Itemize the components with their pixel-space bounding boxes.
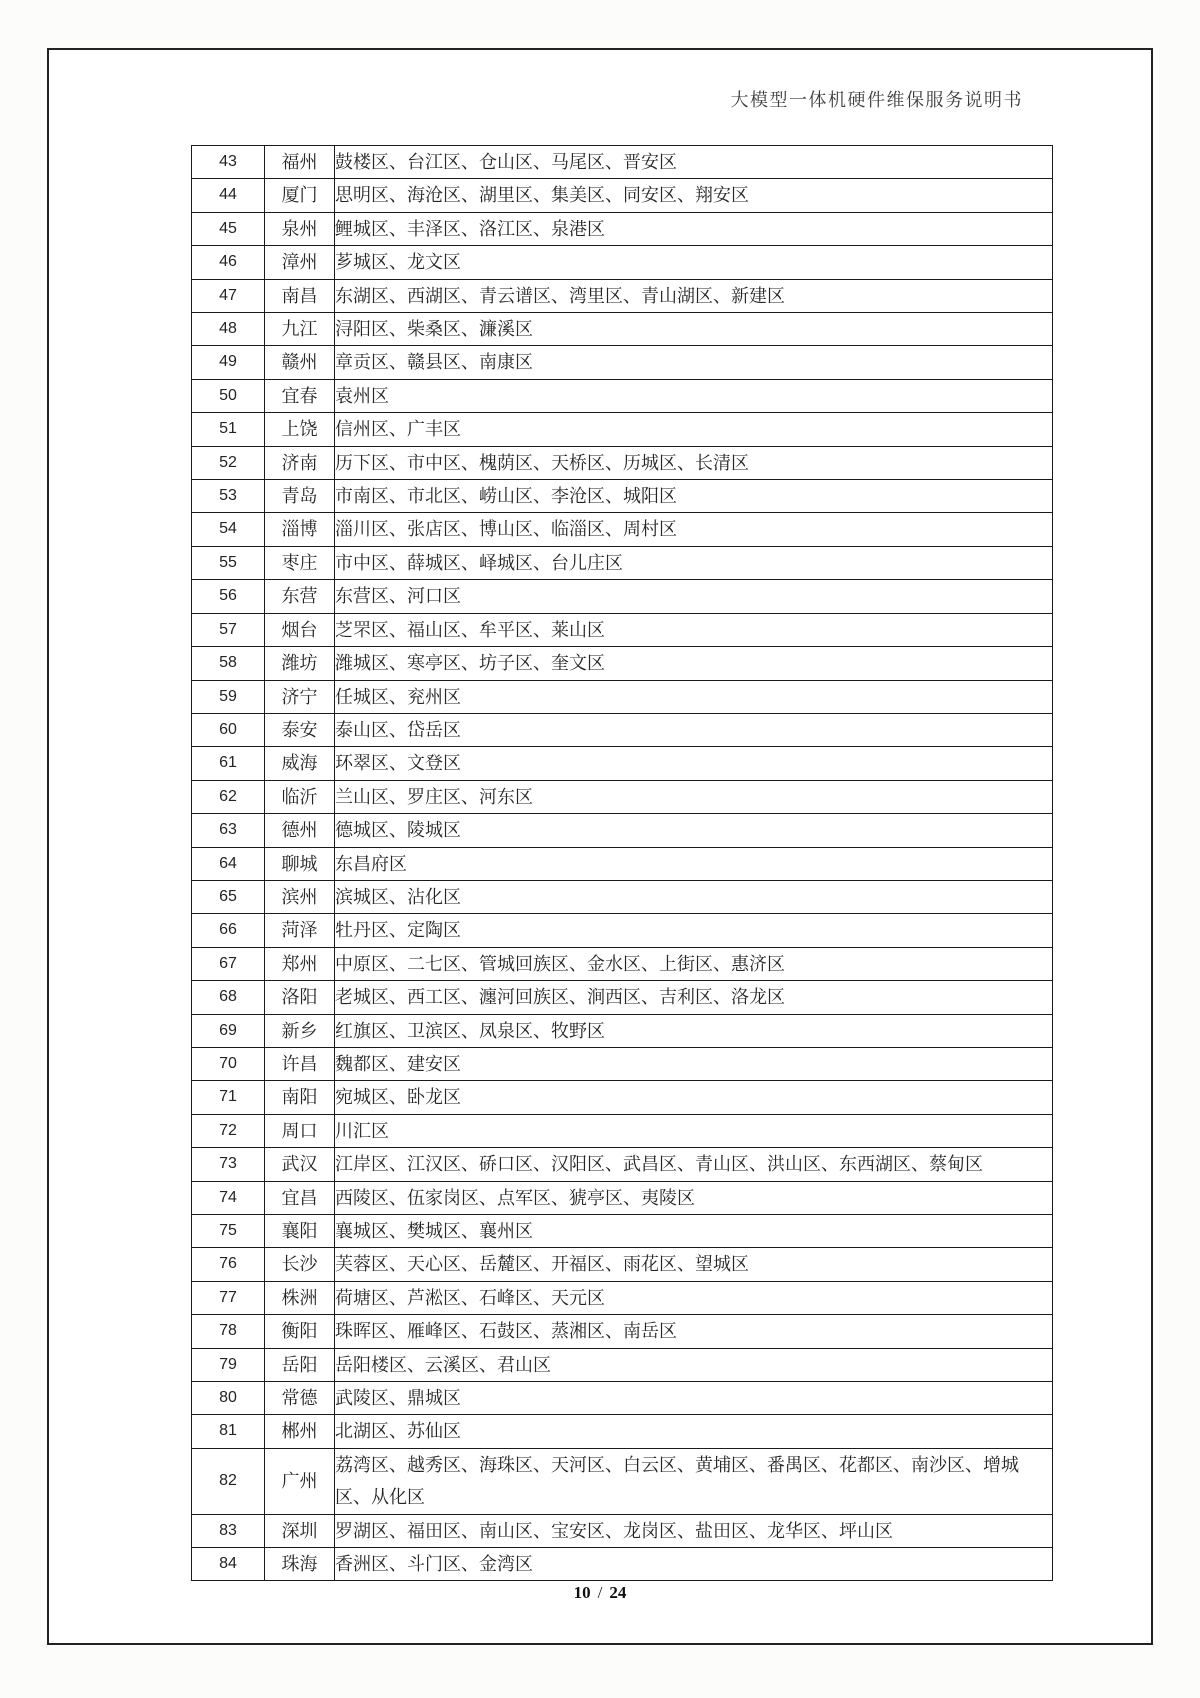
table-row <box>192 1415 1053 1448</box>
row-number-cell: 70 <box>192 1047 265 1080</box>
districts-cell: 潍城区、寒亭区、坊子区、奎文区 <box>335 647 1053 680</box>
city-name-cell: 长沙 <box>265 1248 335 1281</box>
city-name-cell: 新乡 <box>265 1014 335 1047</box>
city-name-cell: 岳阳 <box>265 1348 335 1381</box>
city-name-cell: 郴州 <box>265 1415 335 1448</box>
row-number-cell: 54 <box>192 513 265 546</box>
city-name-cell: 广州 <box>265 1448 335 1514</box>
districts-cell: 思明区、海沧区、湖里区、集美区、同安区、翔安区 <box>335 179 1053 212</box>
table-row <box>192 880 1053 913</box>
row-number-cell: 77 <box>192 1281 265 1314</box>
row-number-cell: 57 <box>192 613 265 646</box>
city-name-cell: 南阳 <box>265 1081 335 1114</box>
city-name-cell: 郑州 <box>265 947 335 980</box>
city-name-cell: 襄阳 <box>265 1215 335 1248</box>
table-row <box>192 680 1053 713</box>
districts-cell: 兰山区、罗庄区、河东区 <box>335 780 1053 813</box>
row-number-cell: 75 <box>192 1215 265 1248</box>
districts-cell: 荔湾区、越秀区、海珠区、天河区、白云区、黄埔区、番禺区、花都区、南沙区、增城区、从化区 <box>335 1448 1053 1514</box>
page-footer <box>0 1583 1200 1603</box>
districts-cell: 东营区、河口区 <box>335 580 1053 613</box>
page-number-separator: / <box>597 1583 603 1602</box>
districts-cell: 淄川区、张店区、博山区、临淄区、周村区 <box>335 513 1053 546</box>
row-number-cell: 63 <box>192 814 265 847</box>
table-row <box>192 1448 1053 1514</box>
districts-cell: 鲤城区、丰泽区、洛江区、泉港区 <box>335 212 1053 245</box>
districts-cell: 东昌府区 <box>335 847 1053 880</box>
city-name-cell: 南昌 <box>265 279 335 312</box>
row-number-cell: 67 <box>192 947 265 980</box>
table-row <box>192 413 1053 446</box>
row-number-cell: 64 <box>192 847 265 880</box>
table-row <box>192 546 1053 579</box>
districts-cell: 北湖区、苏仙区 <box>335 1415 1053 1448</box>
city-name-cell: 菏泽 <box>265 914 335 947</box>
city-name-cell: 珠海 <box>265 1548 335 1581</box>
districts-cell: 市中区、薛城区、峄城区、台儿庄区 <box>335 546 1053 579</box>
table-row <box>192 1181 1053 1214</box>
districts-cell: 珠晖区、雁峰区、石鼓区、蒸湘区、南岳区 <box>335 1315 1053 1348</box>
city-name-cell: 周口 <box>265 1114 335 1147</box>
table-row <box>192 246 1053 279</box>
row-number-cell: 65 <box>192 880 265 913</box>
row-number-cell: 58 <box>192 647 265 680</box>
table-row <box>192 713 1053 746</box>
row-number-cell: 50 <box>192 379 265 412</box>
table-row <box>192 313 1053 346</box>
districts-cell: 芝罘区、福山区、牟平区、莱山区 <box>335 613 1053 646</box>
table-row <box>192 1514 1053 1547</box>
city-name-cell: 东营 <box>265 580 335 613</box>
row-number-cell: 83 <box>192 1514 265 1547</box>
row-number-cell: 72 <box>192 1114 265 1147</box>
districts-cell: 西陵区、伍家岗区、点军区、猇亭区、夷陵区 <box>335 1181 1053 1214</box>
city-name-cell: 福州 <box>265 146 335 179</box>
city-name-cell: 潍坊 <box>265 647 335 680</box>
row-number-cell: 68 <box>192 981 265 1014</box>
row-number-cell: 66 <box>192 914 265 947</box>
districts-cell: 牡丹区、定陶区 <box>335 914 1053 947</box>
city-name-cell: 九江 <box>265 313 335 346</box>
table-row <box>192 814 1053 847</box>
page-number-total: 24 <box>609 1583 627 1602</box>
table-row <box>192 480 1053 513</box>
table-row <box>192 1014 1053 1047</box>
districts-cell: 德城区、陵城区 <box>335 814 1053 847</box>
table-row <box>192 279 1053 312</box>
table-row <box>192 613 1053 646</box>
row-number-cell: 74 <box>192 1181 265 1214</box>
row-number-cell: 51 <box>192 413 265 446</box>
table-row <box>192 1047 1053 1080</box>
city-name-cell: 漳州 <box>265 246 335 279</box>
row-number-cell: 81 <box>192 1415 265 1448</box>
city-district-table <box>191 145 1053 1581</box>
table-row <box>192 1548 1053 1581</box>
city-name-cell: 济南 <box>265 446 335 479</box>
table-row <box>192 1348 1053 1381</box>
row-number-cell: 52 <box>192 446 265 479</box>
page-header-title: 大模型一体机硬件维保服务说明书 <box>730 90 1023 110</box>
city-name-cell: 赣州 <box>265 346 335 379</box>
table-row <box>192 1114 1053 1147</box>
row-number-cell: 43 <box>192 146 265 179</box>
districts-cell: 香洲区、斗门区、金湾区 <box>335 1548 1053 1581</box>
districts-cell: 老城区、西工区、瀍河回族区、涧西区、吉利区、洛龙区 <box>335 981 1053 1014</box>
districts-cell: 浔阳区、柴桑区、濂溪区 <box>335 313 1053 346</box>
row-number-cell: 84 <box>192 1548 265 1581</box>
city-name-cell: 泰安 <box>265 713 335 746</box>
city-name-cell: 枣庄 <box>265 546 335 579</box>
districts-cell: 环翠区、文登区 <box>335 747 1053 780</box>
table-row <box>192 1315 1053 1348</box>
table-row <box>192 179 1053 212</box>
table-row <box>192 1148 1053 1181</box>
city-name-cell: 烟台 <box>265 613 335 646</box>
table-row <box>192 947 1053 980</box>
row-number-cell: 80 <box>192 1382 265 1415</box>
table-row <box>192 212 1053 245</box>
table-row <box>192 914 1053 947</box>
row-number-cell: 71 <box>192 1081 265 1114</box>
table-row <box>192 1215 1053 1248</box>
city-name-cell: 厦门 <box>265 179 335 212</box>
row-number-cell: 69 <box>192 1014 265 1047</box>
districts-cell: 任城区、兖州区 <box>335 680 1053 713</box>
table-row <box>192 1281 1053 1314</box>
table-row <box>192 1248 1053 1281</box>
city-name-cell: 洛阳 <box>265 981 335 1014</box>
districts-cell: 罗湖区、福田区、南山区、宝安区、龙岗区、盐田区、龙华区、坪山区 <box>335 1514 1053 1547</box>
districts-cell: 东湖区、西湖区、青云谱区、湾里区、青山湖区、新建区 <box>335 279 1053 312</box>
city-name-cell: 深圳 <box>265 1514 335 1547</box>
table-row <box>192 346 1053 379</box>
districts-cell: 芗城区、龙文区 <box>335 246 1053 279</box>
city-name-cell: 上饶 <box>265 413 335 446</box>
districts-cell: 襄城区、樊城区、襄州区 <box>335 1215 1053 1248</box>
row-number-cell: 62 <box>192 780 265 813</box>
table-row <box>192 446 1053 479</box>
table-row <box>192 981 1053 1014</box>
districts-cell: 江岸区、江汉区、硚口区、汉阳区、武昌区、青山区、洪山区、东西湖区、蔡甸区 <box>335 1148 1053 1181</box>
table-row <box>192 747 1053 780</box>
table-row <box>192 146 1053 179</box>
districts-cell: 袁州区 <box>335 379 1053 412</box>
table-row <box>192 379 1053 412</box>
row-number-cell: 76 <box>192 1248 265 1281</box>
districts-cell: 鼓楼区、台江区、仓山区、马尾区、晋安区 <box>335 146 1053 179</box>
districts-cell: 章贡区、赣县区、南康区 <box>335 346 1053 379</box>
districts-cell: 魏都区、建安区 <box>335 1047 1053 1080</box>
districts-cell: 武陵区、鼎城区 <box>335 1382 1053 1415</box>
row-number-cell: 44 <box>192 179 265 212</box>
row-number-cell: 78 <box>192 1315 265 1348</box>
city-name-cell: 宜春 <box>265 379 335 412</box>
page-number-current: 10 <box>573 1583 591 1602</box>
table-row <box>192 847 1053 880</box>
row-number-cell: 60 <box>192 713 265 746</box>
districts-cell: 宛城区、卧龙区 <box>335 1081 1053 1114</box>
districts-cell: 红旗区、卫滨区、凤泉区、牧野区 <box>335 1014 1053 1047</box>
row-number-cell: 48 <box>192 313 265 346</box>
districts-cell: 信州区、广丰区 <box>335 413 1053 446</box>
city-name-cell: 聊城 <box>265 847 335 880</box>
districts-cell: 荷塘区、芦淞区、石峰区、天元区 <box>335 1281 1053 1314</box>
row-number-cell: 82 <box>192 1448 265 1514</box>
row-number-cell: 79 <box>192 1348 265 1381</box>
city-name-cell: 临沂 <box>265 780 335 813</box>
city-name-cell: 威海 <box>265 747 335 780</box>
row-number-cell: 53 <box>192 480 265 513</box>
city-name-cell: 滨州 <box>265 880 335 913</box>
districts-cell: 芙蓉区、天心区、岳麓区、开福区、雨花区、望城区 <box>335 1248 1053 1281</box>
city-name-cell: 株洲 <box>265 1281 335 1314</box>
city-name-cell: 衡阳 <box>265 1315 335 1348</box>
districts-cell: 中原区、二七区、管城回族区、金水区、上街区、惠济区 <box>335 947 1053 980</box>
districts-cell: 泰山区、岱岳区 <box>335 713 1053 746</box>
row-number-cell: 55 <box>192 546 265 579</box>
row-number-cell: 56 <box>192 580 265 613</box>
districts-cell: 市南区、市北区、崂山区、李沧区、城阳区 <box>335 480 1053 513</box>
city-name-cell: 淄博 <box>265 513 335 546</box>
city-name-cell: 常德 <box>265 1382 335 1415</box>
city-name-cell: 德州 <box>265 814 335 847</box>
table-row <box>192 1081 1053 1114</box>
city-name-cell: 济宁 <box>265 680 335 713</box>
row-number-cell: 45 <box>192 212 265 245</box>
districts-cell: 滨城区、沾化区 <box>335 880 1053 913</box>
row-number-cell: 49 <box>192 346 265 379</box>
table-row <box>192 513 1053 546</box>
table-row <box>192 1382 1053 1415</box>
city-name-cell: 武汉 <box>265 1148 335 1181</box>
row-number-cell: 47 <box>192 279 265 312</box>
city-name-cell: 泉州 <box>265 212 335 245</box>
city-name-cell: 青岛 <box>265 480 335 513</box>
city-name-cell: 宜昌 <box>265 1181 335 1214</box>
table-row <box>192 580 1053 613</box>
table-row <box>192 647 1053 680</box>
districts-cell: 川汇区 <box>335 1114 1053 1147</box>
city-name-cell: 许昌 <box>265 1047 335 1080</box>
districts-cell: 历下区、市中区、槐荫区、天桥区、历城区、长清区 <box>335 446 1053 479</box>
row-number-cell: 61 <box>192 747 265 780</box>
districts-cell: 岳阳楼区、云溪区、君山区 <box>335 1348 1053 1381</box>
row-number-cell: 59 <box>192 680 265 713</box>
row-number-cell: 46 <box>192 246 265 279</box>
row-number-cell: 73 <box>192 1148 265 1181</box>
table-row <box>192 780 1053 813</box>
